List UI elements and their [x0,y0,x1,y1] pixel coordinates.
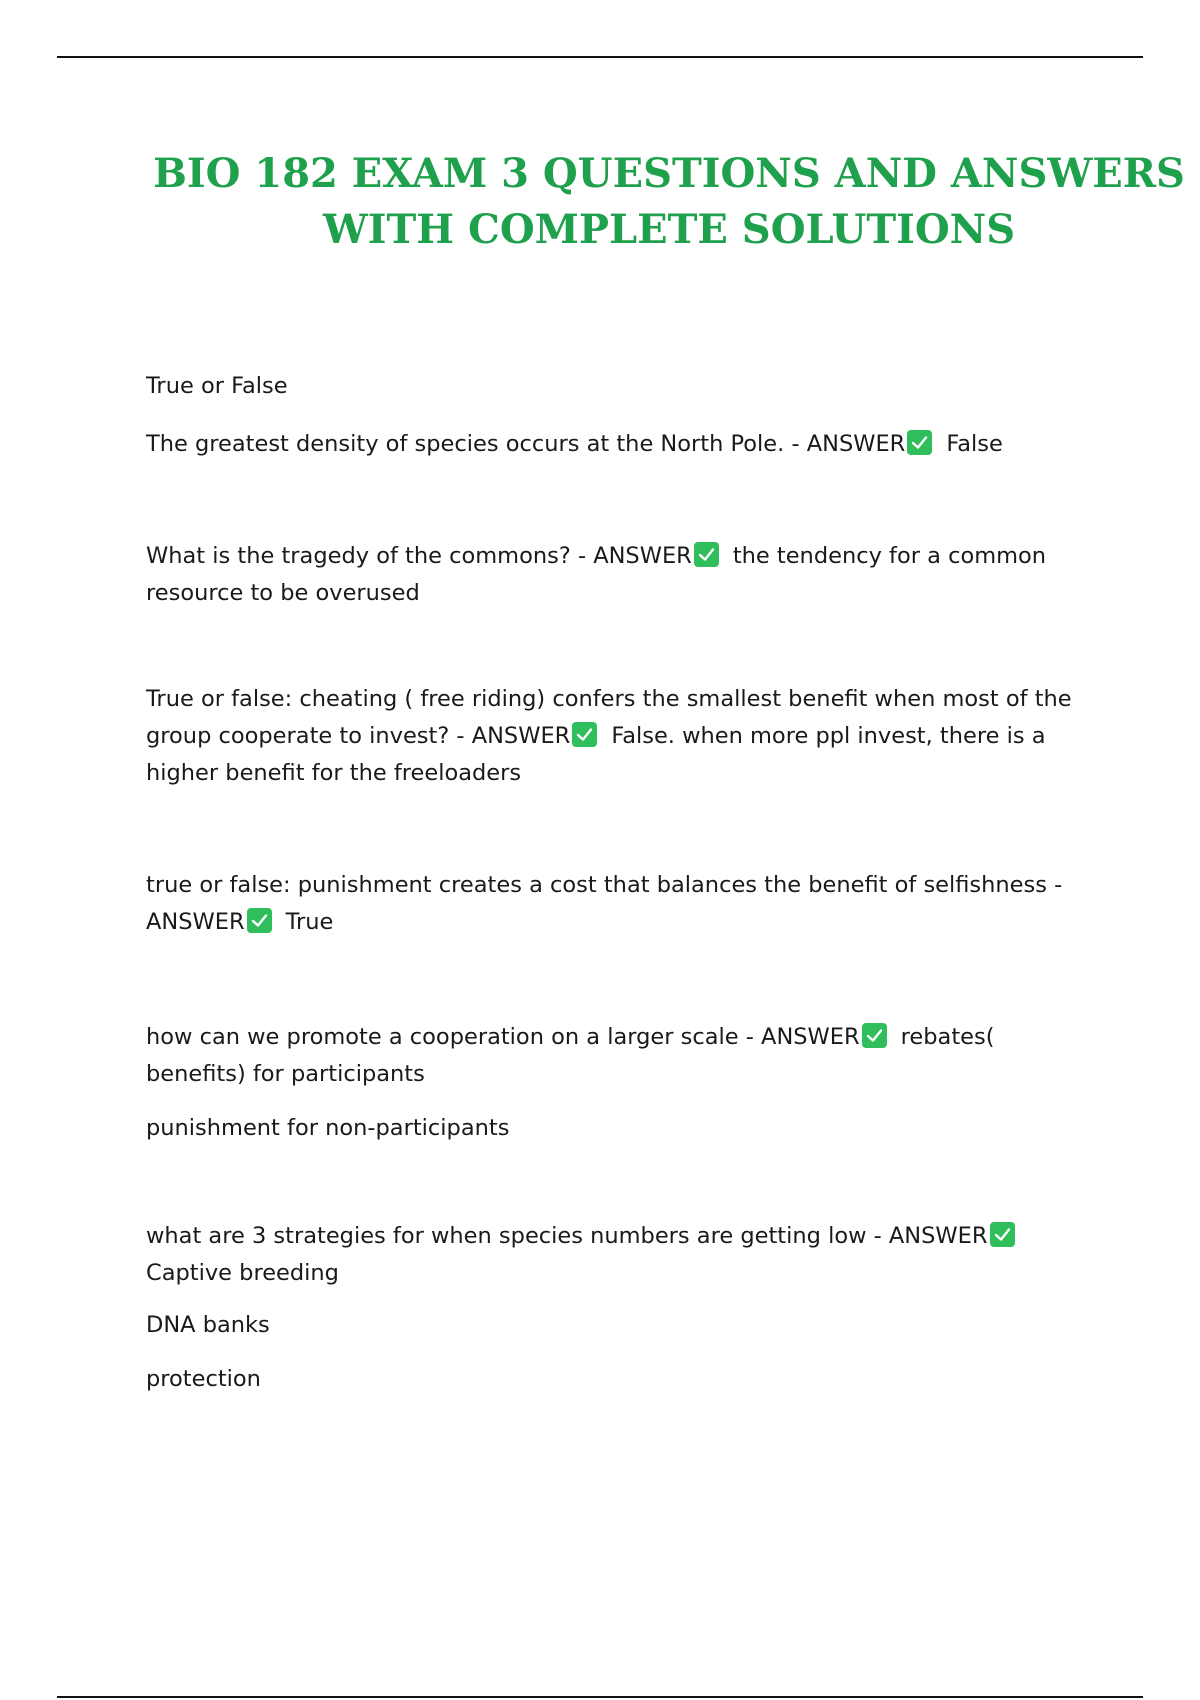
answer-5-extra: punishment for non-participants [146,1115,510,1141]
document-title [100,146,1200,258]
check-icon [907,430,932,455]
answer-6-extra-2: protection [146,1366,261,1392]
qa-item-3 [146,681,1086,792]
question-5-text: how can we promote a cooperation on a larger scale - ANSWER [146,1024,860,1050]
question-2-text: What is the tragedy of the commons? - ANSWER [146,543,692,569]
qa-item-2 [146,538,1086,612]
check-icon [247,908,272,933]
title-line-2: WITH COMPLETE SOLUTIONS [322,206,1016,253]
answer-5: rebates( benefits) for participants [146,1024,995,1087]
top-rule [57,56,1143,58]
question-1 [146,426,1086,463]
check-icon [572,722,597,747]
check-icon [694,542,719,567]
question-4 [146,867,1086,941]
qa-item-1 [146,368,1086,463]
question-6 [146,1218,1086,1292]
question-2 [146,538,1086,612]
qa-item-4 [146,867,1086,941]
answer-3: False. when more ppl invest, there is a higher benefit for the freeloaders [146,723,1046,786]
answer-6-extra-1: DNA banks [146,1312,270,1338]
qa-item-5 [146,1019,1086,1147]
answer-6: Captive breeding [146,1260,339,1286]
question-1-text: The greatest density of species occurs at the North Pole. - ANSWER [146,431,906,457]
qa-item-6 [146,1218,1086,1398]
question-3 [146,681,1086,792]
answer-4: True [285,909,334,935]
check-icon [990,1222,1015,1247]
bottom-rule [57,1696,1143,1698]
question-5 [146,1019,1086,1093]
question-3-text: True or false: cheating ( free riding) confers the smallest benefit when most of the group cooperate to invest? - ANSWER [146,686,1072,749]
answer-1: False [946,431,1003,457]
title-line-1: BIO 182 EXAM 3 QUESTIONS AND ANSWERS [153,150,1185,197]
question-6-text: what are 3 strategies for when species numbers are getting low - ANSWER [146,1223,988,1249]
question-1-heading: True or False [146,373,288,399]
question-4-text: true or false: punishment creates a cost that balances the benefit of selfishness - ANSWER [146,872,1063,935]
check-icon [862,1023,887,1048]
answer-2: the tendency for a common resource to be overused [146,543,1047,606]
